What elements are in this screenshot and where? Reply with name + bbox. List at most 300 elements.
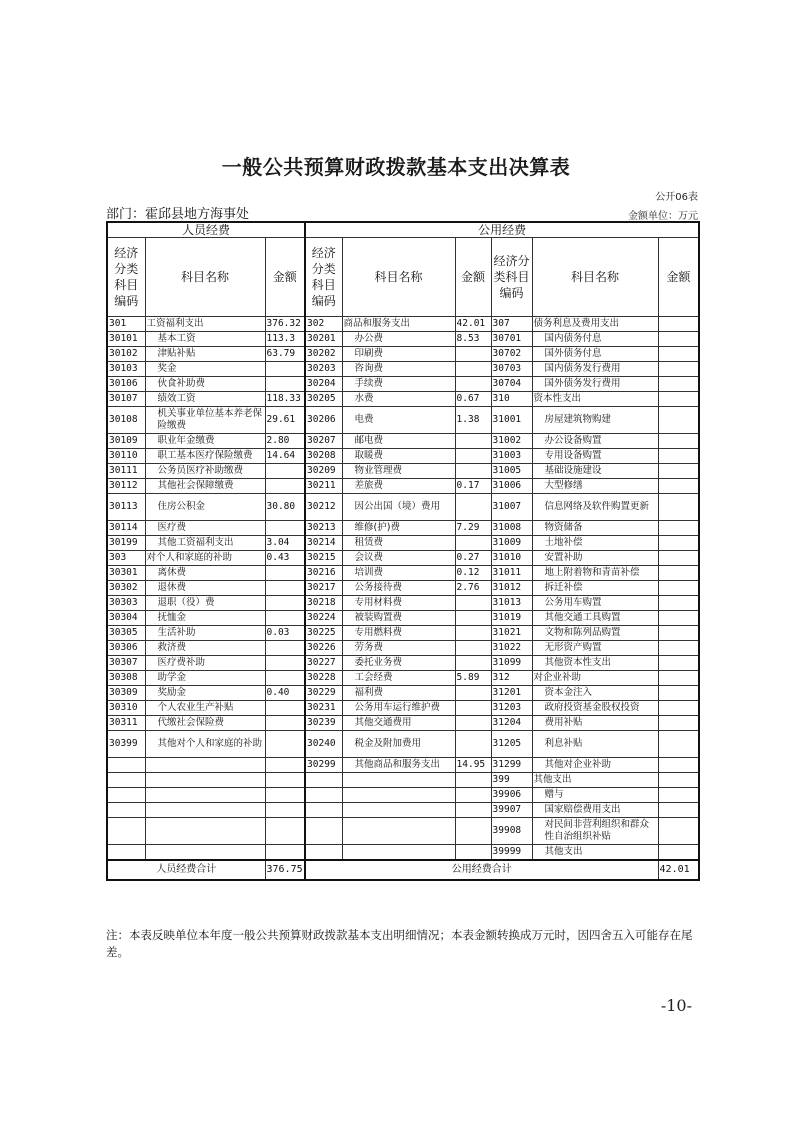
table-row — [107, 581, 699, 596]
totals-row — [107, 860, 699, 880]
goods-name-cell: 公务用车运行维护费 — [342, 701, 455, 716]
table-row — [107, 551, 699, 566]
other-name-cell: 资本金注入 — [532, 686, 658, 701]
goods-name-cell: 维修(护)费 — [342, 521, 455, 536]
goods-code-cell: 30203 — [305, 362, 342, 377]
personnel-amount-cell — [265, 521, 305, 536]
other-name-cell: 地上附着物和青苗补偿 — [532, 566, 658, 581]
personnel-code-cell: 30302 — [107, 581, 145, 596]
personnel-amount-cell — [265, 581, 305, 596]
goods-name-cell: 会议费 — [342, 551, 455, 566]
public-expense-header: 公用经费 — [305, 222, 699, 238]
personnel-name-cell: 职业年金缴费 — [145, 434, 265, 449]
personnel-amount-cell: 2.80 — [265, 434, 305, 449]
goods-code-cell: 30205 — [305, 392, 342, 407]
personnel-name-cell: 抚恤金 — [145, 611, 265, 626]
personnel-code-cell: 30311 — [107, 716, 145, 731]
other-amount-cell — [658, 317, 699, 332]
personnel-code-cell: 30306 — [107, 641, 145, 656]
col-header-name: 科目名称 — [342, 238, 455, 317]
personnel-amount-cell — [265, 758, 305, 773]
personnel-name-cell: 离休费 — [145, 566, 265, 581]
personnel-amount-cell — [265, 818, 305, 845]
personnel-amount-cell: 63.79 — [265, 347, 305, 362]
goods-code-cell: 30216 — [305, 566, 342, 581]
other-name-cell: 利息补贴 — [532, 731, 658, 758]
other-amount-cell — [658, 656, 699, 671]
personnel-code-cell: 30309 — [107, 686, 145, 701]
personnel-name-cell — [145, 773, 265, 788]
table-row — [107, 449, 699, 464]
goods-code-cell: 30212 — [305, 494, 342, 521]
personnel-total-label: 人员经费合计 — [107, 860, 265, 880]
other-code-cell: 39908 — [491, 818, 532, 845]
personnel-name-cell: 医疗费补助 — [145, 656, 265, 671]
personnel-code-cell — [107, 773, 145, 788]
other-code-cell: 31205 — [491, 731, 532, 758]
table-row — [107, 407, 699, 434]
goods-code-cell: 30226 — [305, 641, 342, 656]
goods-amount-cell: 0.17 — [455, 479, 491, 494]
goods-amount-cell: 0.12 — [455, 566, 491, 581]
goods-code-cell: 30204 — [305, 377, 342, 392]
other-name-cell: 公务用车购置 — [532, 596, 658, 611]
col-header-name: 科目名称 — [532, 238, 658, 317]
other-name-cell: 其他对企业补助 — [532, 758, 658, 773]
table-row — [107, 686, 699, 701]
personnel-name-cell — [145, 758, 265, 773]
other-code-cell: 31203 — [491, 701, 532, 716]
col-header-code: 经济分类科目编码 — [107, 238, 145, 317]
personnel-code-cell: 30102 — [107, 347, 145, 362]
other-name-cell: 债务利息及费用支出 — [532, 317, 658, 332]
col-header-amount: 金额 — [265, 238, 305, 317]
personnel-amount-cell: 0.40 — [265, 686, 305, 701]
personnel-amount-cell — [265, 479, 305, 494]
personnel-name-cell: 退休费 — [145, 581, 265, 596]
public-total-value: 42.01 — [658, 860, 699, 880]
goods-code-cell: 30213 — [305, 521, 342, 536]
table-row — [107, 566, 699, 581]
table-row — [107, 392, 699, 407]
goods-amount-cell: 5.89 — [455, 671, 491, 686]
goods-name-cell: 差旅费 — [342, 479, 455, 494]
other-amount-cell — [658, 803, 699, 818]
goods-name-cell: 手续费 — [342, 377, 455, 392]
personnel-amount-cell: 29.61 — [265, 407, 305, 434]
goods-code-cell: 30208 — [305, 449, 342, 464]
personnel-name-cell: 基本工资 — [145, 332, 265, 347]
goods-name-cell: 电费 — [342, 407, 455, 434]
goods-name-cell: 委托业务费 — [342, 656, 455, 671]
other-amount-cell — [658, 434, 699, 449]
goods-amount-cell: 42.01 — [455, 317, 491, 332]
goods-name-cell: 取暖费 — [342, 449, 455, 464]
table-row — [107, 521, 699, 536]
goods-name-cell: 公务接待费 — [342, 581, 455, 596]
other-amount-cell — [658, 641, 699, 656]
footnote: 注：本表反映单位本年度一般公共预算财政拨款基本支出明细情况；本表金额转换成万元时，因四舍五入可能存在尾差。 — [106, 928, 693, 959]
table-row — [107, 845, 699, 861]
goods-code-cell: 30215 — [305, 551, 342, 566]
goods-amount-cell — [455, 773, 491, 788]
personnel-amount-cell — [265, 464, 305, 479]
other-name-cell: 其他交通工具购置 — [532, 611, 658, 626]
goods-code-cell — [305, 788, 342, 803]
other-amount-cell — [658, 701, 699, 716]
group-header-row — [107, 222, 699, 238]
other-code-cell: 30702 — [491, 347, 532, 362]
goods-name-cell: 专用材料费 — [342, 596, 455, 611]
other-name-cell: 大型修缮 — [532, 479, 658, 494]
other-name-cell: 其他支出 — [532, 773, 658, 788]
goods-code-cell: 30231 — [305, 701, 342, 716]
other-code-cell: 31022 — [491, 641, 532, 656]
other-name-cell: 拆迁补偿 — [532, 581, 658, 596]
personnel-code-cell: 30308 — [107, 671, 145, 686]
personnel-name-cell: 职工基本医疗保险缴费 — [145, 449, 265, 464]
other-name-cell: 国内债务发行费用 — [532, 362, 658, 377]
other-code-cell: 30704 — [491, 377, 532, 392]
personnel-code-cell — [107, 758, 145, 773]
other-amount-cell — [658, 773, 699, 788]
goods-name-cell: 咨询费 — [342, 362, 455, 377]
personnel-code-cell: 30110 — [107, 449, 145, 464]
other-code-cell: 31010 — [491, 551, 532, 566]
table-row — [107, 464, 699, 479]
personnel-amount-cell — [265, 671, 305, 686]
personnel-amount-cell: 113.3 — [265, 332, 305, 347]
other-amount-cell — [658, 407, 699, 434]
table-row — [107, 701, 699, 716]
other-amount-cell — [658, 362, 699, 377]
personnel-name-cell: 其他工资福利支出 — [145, 536, 265, 551]
other-name-cell: 国外债务发行费用 — [532, 377, 658, 392]
personnel-amount-cell — [265, 716, 305, 731]
goods-name-cell: 水费 — [342, 392, 455, 407]
personnel-name-cell — [145, 788, 265, 803]
table-row — [107, 347, 699, 362]
personnel-amount-cell — [265, 641, 305, 656]
other-code-cell: 31001 — [491, 407, 532, 434]
goods-amount-cell — [455, 611, 491, 626]
personnel-name-cell: 对个人和家庭的补助 — [145, 551, 265, 566]
other-name-cell: 其他支出 — [532, 845, 658, 861]
personnel-amount-cell: 3.04 — [265, 536, 305, 551]
column-header-row — [107, 238, 699, 317]
personnel-name-cell: 救济费 — [145, 641, 265, 656]
other-amount-cell — [658, 464, 699, 479]
other-name-cell: 文物和陈列品购置 — [532, 626, 658, 641]
goods-amount-cell — [455, 701, 491, 716]
goods-amount-cell: 0.67 — [455, 392, 491, 407]
personnel-code-cell: 30114 — [107, 521, 145, 536]
goods-code-cell: 30227 — [305, 656, 342, 671]
col-header-name: 科目名称 — [145, 238, 265, 317]
other-name-cell: 信息网络及软件购置更新 — [532, 494, 658, 521]
personnel-code-cell: 30108 — [107, 407, 145, 434]
goods-amount-cell — [455, 626, 491, 641]
table-row — [107, 773, 699, 788]
table-row — [107, 731, 699, 758]
personnel-amount-cell — [265, 611, 305, 626]
goods-code-cell — [305, 845, 342, 861]
other-code-cell: 30703 — [491, 362, 532, 377]
goods-name-cell: 因公出国（境）费用 — [342, 494, 455, 521]
goods-amount-cell — [455, 788, 491, 803]
goods-amount-cell — [455, 656, 491, 671]
goods-amount-cell: 1.38 — [455, 407, 491, 434]
goods-name-cell: 工会经费 — [342, 671, 455, 686]
personnel-name-cell: 公务员医疗补助缴费 — [145, 464, 265, 479]
other-name-cell: 土地补偿 — [532, 536, 658, 551]
table-row — [107, 536, 699, 551]
other-code-cell: 39999 — [491, 845, 532, 861]
goods-amount-cell: 14.95 — [455, 758, 491, 773]
other-name-cell: 国家赔偿费用支出 — [532, 803, 658, 818]
table-row — [107, 803, 699, 818]
goods-name-cell: 其他交通费用 — [342, 716, 455, 731]
personnel-name-cell: 奖金 — [145, 362, 265, 377]
personnel-code-cell: 30310 — [107, 701, 145, 716]
table-row — [107, 788, 699, 803]
other-name-cell: 资本性支出 — [532, 392, 658, 407]
personnel-code-cell: 30303 — [107, 596, 145, 611]
personnel-name-cell — [145, 845, 265, 861]
goods-name-cell: 其他商品和服务支出 — [342, 758, 455, 773]
personnel-amount-cell — [265, 701, 305, 716]
table-row — [107, 758, 699, 773]
personnel-code-cell: 30109 — [107, 434, 145, 449]
personnel-code-cell: 30106 — [107, 377, 145, 392]
table-row — [107, 611, 699, 626]
goods-amount-cell — [455, 377, 491, 392]
goods-code-cell: 30211 — [305, 479, 342, 494]
goods-name-cell — [342, 803, 455, 818]
goods-code-cell: 30214 — [305, 536, 342, 551]
goods-name-cell: 专用燃料费 — [342, 626, 455, 641]
other-name-cell: 专用设备购置 — [532, 449, 658, 464]
table-row — [107, 362, 699, 377]
personnel-amount-cell — [265, 362, 305, 377]
goods-amount-cell: 7.29 — [455, 521, 491, 536]
page-number: -10- — [660, 996, 692, 1015]
other-name-cell: 其他资本性支出 — [532, 656, 658, 671]
table-row — [107, 818, 699, 845]
goods-code-cell: 30207 — [305, 434, 342, 449]
table-row — [107, 317, 699, 332]
other-amount-cell — [658, 494, 699, 521]
other-name-cell: 办公设备购置 — [532, 434, 658, 449]
goods-name-cell: 邮电费 — [342, 434, 455, 449]
other-name-cell: 政府投资基金股权投资 — [532, 701, 658, 716]
other-code-cell: 31006 — [491, 479, 532, 494]
goods-name-cell — [342, 788, 455, 803]
public-total-label: 公用经费合计 — [305, 860, 658, 880]
other-code-cell: 31021 — [491, 626, 532, 641]
other-amount-cell — [658, 347, 699, 362]
goods-amount-cell — [455, 464, 491, 479]
goods-amount-cell — [455, 803, 491, 818]
other-amount-cell — [658, 479, 699, 494]
other-amount-cell — [658, 611, 699, 626]
other-amount-cell — [658, 581, 699, 596]
goods-amount-cell: 0.27 — [455, 551, 491, 566]
other-name-cell: 对民间非营利组织和群众性自治组织补贴 — [532, 818, 658, 845]
other-amount-cell — [658, 731, 699, 758]
other-code-cell: 31005 — [491, 464, 532, 479]
other-amount-cell — [658, 392, 699, 407]
other-code-cell: 31011 — [491, 566, 532, 581]
personnel-name-cell: 津贴补贴 — [145, 347, 265, 362]
other-name-cell: 对企业补助 — [532, 671, 658, 686]
other-code-cell: 310 — [491, 392, 532, 407]
other-amount-cell — [658, 716, 699, 731]
personnel-name-cell: 个人农业生产补贴 — [145, 701, 265, 716]
goods-amount-cell — [455, 494, 491, 521]
other-name-cell: 赠与 — [532, 788, 658, 803]
goods-code-cell: 30299 — [305, 758, 342, 773]
other-code-cell: 39906 — [491, 788, 532, 803]
table-row — [107, 626, 699, 641]
personnel-total-value: 376.75 — [265, 860, 305, 880]
personnel-amount-cell — [265, 596, 305, 611]
goods-name-cell: 培训费 — [342, 566, 455, 581]
other-code-cell: 31008 — [491, 521, 532, 536]
goods-name-cell — [342, 773, 455, 788]
personnel-code-cell: 30307 — [107, 656, 145, 671]
personnel-code-cell: 30101 — [107, 332, 145, 347]
goods-code-cell: 30218 — [305, 596, 342, 611]
personnel-amount-cell — [265, 773, 305, 788]
other-name-cell: 无形资产购置 — [532, 641, 658, 656]
other-amount-cell — [658, 788, 699, 803]
goods-name-cell: 税金及附加费用 — [342, 731, 455, 758]
col-header-amount: 金额 — [455, 238, 491, 317]
personnel-code-cell: 30305 — [107, 626, 145, 641]
other-code-cell: 30701 — [491, 332, 532, 347]
other-code-cell: 31204 — [491, 716, 532, 731]
personnel-code-cell — [107, 803, 145, 818]
other-code-cell: 312 — [491, 671, 532, 686]
other-amount-cell — [658, 671, 699, 686]
goods-code-cell: 30229 — [305, 686, 342, 701]
other-name-cell: 安置补助 — [532, 551, 658, 566]
goods-name-cell: 劳务费 — [342, 641, 455, 656]
amount-unit-label: 金额单位：万元 — [628, 211, 698, 222]
goods-amount-cell — [455, 731, 491, 758]
goods-amount-cell — [455, 686, 491, 701]
goods-name-cell: 租赁费 — [342, 536, 455, 551]
personnel-code-cell: 30107 — [107, 392, 145, 407]
expenditure-table — [106, 221, 700, 881]
col-header-code: 经济分类科目编码 — [305, 238, 342, 317]
goods-amount-cell — [455, 596, 491, 611]
personnel-name-cell: 生活补助 — [145, 626, 265, 641]
goods-amount-cell — [455, 362, 491, 377]
table-row — [107, 479, 699, 494]
table-row — [107, 596, 699, 611]
personnel-amount-cell: 30.80 — [265, 494, 305, 521]
personnel-code-cell: 30103 — [107, 362, 145, 377]
other-code-cell: 31002 — [491, 434, 532, 449]
table-row — [107, 656, 699, 671]
other-name-cell: 基础设施建设 — [532, 464, 658, 479]
goods-code-cell — [305, 803, 342, 818]
personnel-name-cell: 助学金 — [145, 671, 265, 686]
personnel-code-cell: 303 — [107, 551, 145, 566]
personnel-code-cell: 30199 — [107, 536, 145, 551]
other-amount-cell — [658, 521, 699, 536]
personnel-name-cell: 其他社会保障缴费 — [145, 479, 265, 494]
other-amount-cell — [658, 626, 699, 641]
other-name-cell: 物资储备 — [532, 521, 658, 536]
personnel-code-cell: 30301 — [107, 566, 145, 581]
personnel-amount-cell — [265, 377, 305, 392]
goods-code-cell: 30217 — [305, 581, 342, 596]
goods-code-cell: 30225 — [305, 626, 342, 641]
goods-name-cell: 被装购置费 — [342, 611, 455, 626]
goods-code-cell: 30202 — [305, 347, 342, 362]
personnel-name-cell — [145, 818, 265, 845]
table-row — [107, 494, 699, 521]
personnel-name-cell: 代缴社会保险费 — [145, 716, 265, 731]
personnel-code-cell: 30111 — [107, 464, 145, 479]
other-code-cell: 307 — [491, 317, 532, 332]
personnel-amount-cell — [265, 731, 305, 758]
other-code-cell: 399 — [491, 773, 532, 788]
personnel-code-cell: 301 — [107, 317, 145, 332]
table-row — [107, 716, 699, 731]
table-row — [107, 332, 699, 347]
goods-name-cell: 福利费 — [342, 686, 455, 701]
personnel-amount-cell — [265, 788, 305, 803]
goods-name-cell — [342, 845, 455, 861]
page-title: 一般公共预算财政拨款基本支出决算表 — [221, 155, 571, 179]
col-header-code: 经济分类科目编码 — [491, 238, 532, 317]
personnel-amount-cell: 0.43 — [265, 551, 305, 566]
goods-code-cell: 302 — [305, 317, 342, 332]
goods-amount-cell — [455, 845, 491, 861]
other-amount-cell — [658, 845, 699, 861]
other-amount-cell — [658, 332, 699, 347]
other-code-cell: 31007 — [491, 494, 532, 521]
department-label: 部门：霍邱县地方海事处 — [106, 207, 250, 222]
personnel-name-cell: 伙食补助费 — [145, 377, 265, 392]
goods-amount-cell — [455, 347, 491, 362]
personnel-amount-cell — [265, 656, 305, 671]
other-amount-cell — [658, 551, 699, 566]
personnel-code-cell — [107, 845, 145, 861]
other-amount-cell — [658, 596, 699, 611]
table-row — [107, 671, 699, 686]
goods-code-cell: 30228 — [305, 671, 342, 686]
table-row — [107, 641, 699, 656]
other-code-cell: 31099 — [491, 656, 532, 671]
other-name-cell: 费用补贴 — [532, 716, 658, 731]
goods-amount-cell — [455, 434, 491, 449]
other-amount-cell — [658, 566, 699, 581]
personnel-amount-cell — [265, 803, 305, 818]
personnel-amount-cell: 0.03 — [265, 626, 305, 641]
other-code-cell: 31013 — [491, 596, 532, 611]
goods-amount-cell — [455, 536, 491, 551]
personnel-name-cell: 绩效工资 — [145, 392, 265, 407]
personnel-code-cell: 30112 — [107, 479, 145, 494]
goods-amount-cell — [455, 641, 491, 656]
personnel-name-cell: 其他对个人和家庭的补助 — [145, 731, 265, 758]
goods-code-cell: 30206 — [305, 407, 342, 434]
